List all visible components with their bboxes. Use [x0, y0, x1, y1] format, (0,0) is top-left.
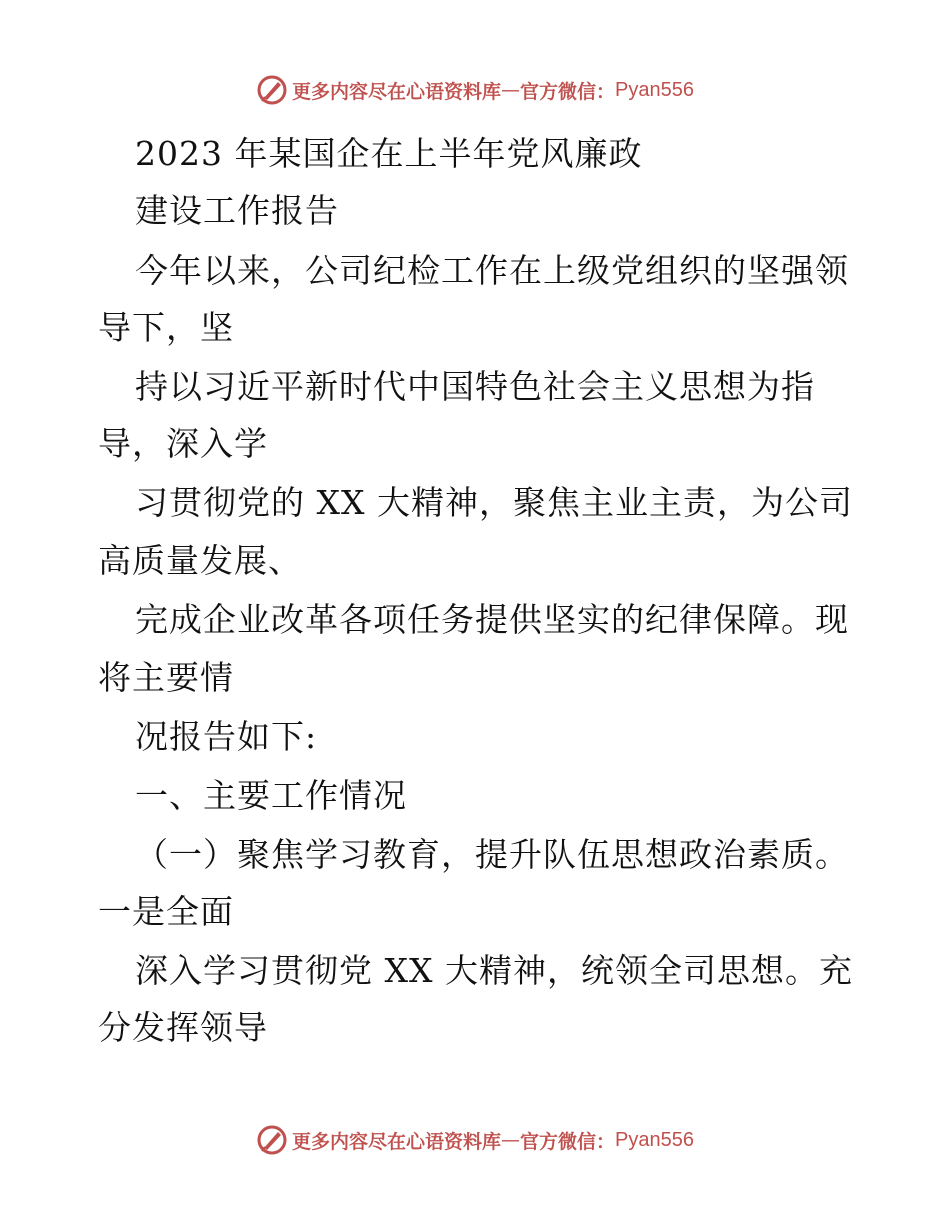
- footer-banner: [0, 1120, 950, 1160]
- doc-line: 深入学习贯彻党 XX 大精神，统领全司思想。充: [135, 951, 853, 990]
- banner-wechat-label: 官方微信：: [520, 1130, 616, 1153]
- banner-wechat-id: Pyan556: [615, 1128, 694, 1151]
- doc-line: 持以习近平新时代中国特色社会主义思想为指: [135, 367, 815, 406]
- banner-wechat-label: 官方微信：: [520, 80, 616, 103]
- banner-wechat-id: Pyan556: [615, 78, 694, 101]
- banner-main-text: 更多内容尽在心语资料库: [292, 80, 502, 103]
- subsection-heading: （一）聚焦学习教育，提升队伍思想政治素质。: [135, 835, 849, 874]
- doc-line: 导，深入学: [98, 424, 268, 463]
- section-heading: 一、主要工作情况: [135, 776, 407, 815]
- doc-line: 习贯彻党的 XX 大精神，聚焦主业主责，为公司: [135, 483, 853, 522]
- header-banner: [0, 70, 950, 110]
- quill-logo-icon: [256, 74, 288, 106]
- doc-line: 况报告如下:: [135, 717, 318, 756]
- doc-title-line-2: 建设工作报告: [135, 191, 339, 230]
- quill-logo-icon: [256, 1124, 288, 1156]
- doc-line: 将主要情: [98, 658, 234, 697]
- banner-separator: —: [501, 79, 521, 101]
- doc-title-line-1: 2023 年某国企在上半年党风廉政: [135, 134, 643, 173]
- banner-main-text: 更多内容尽在心语资料库: [292, 1130, 502, 1153]
- doc-line: 今年以来，公司纪检工作在上级党组织的坚强领: [135, 251, 849, 290]
- banner-separator: —: [501, 1129, 521, 1151]
- doc-line: 分发挥领导: [98, 1008, 268, 1047]
- doc-line: 一是全面: [98, 892, 234, 931]
- doc-line: 高质量发展、: [98, 541, 302, 580]
- doc-line: 完成企业改革各项任务提供坚实的纪律保障。现: [135, 600, 849, 639]
- doc-line: 导下，坚: [98, 308, 234, 347]
